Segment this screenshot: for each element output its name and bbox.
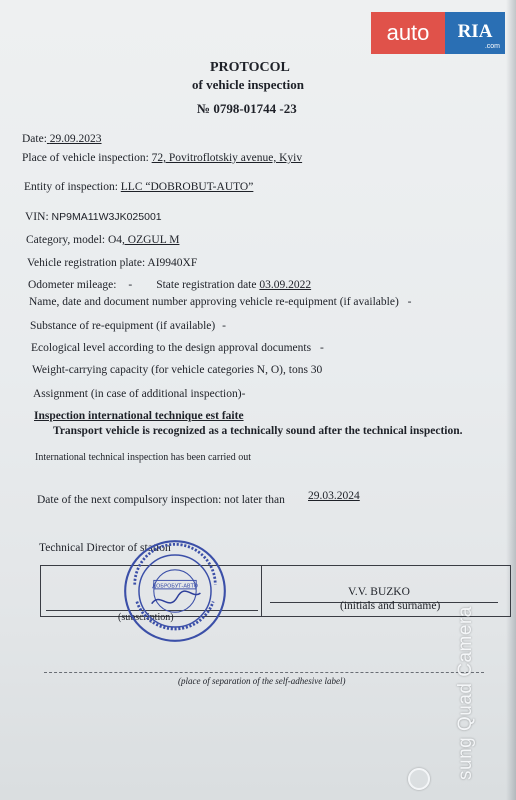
weight-label: Weight-carrying capacity (for vehicle categories N, O), tons <box>32 364 308 376</box>
place-value: 72, Povitroflotskiy avenue, Kyiv <box>151 152 303 164</box>
odometer-label: Odometer mileage: <box>28 279 117 291</box>
assignment-value: - <box>241 388 246 400</box>
next-inspection-value: 29.03.2024 <box>308 490 360 502</box>
model-value: , OZGUL M <box>122 234 180 246</box>
eco-row <box>31 342 324 354</box>
director-label: Technical Director of station <box>39 542 171 554</box>
logo-ria-text: RIA <box>457 21 493 42</box>
eco-label: Ecological level according to the design approval documents <box>31 342 312 354</box>
substance-label: Substance of re-equipment (if available) <box>30 320 216 332</box>
category-row <box>26 234 179 246</box>
next-inspection-label: Date of the next compulsory inspection: not later than <box>37 494 285 506</box>
place-label: Place of vehicle inspection: <box>22 152 149 164</box>
result-note: International technical inspection has been carried out <box>35 452 252 463</box>
autoria-logo[interactable] <box>371 12 505 54</box>
entity-label: Entity of inspection: <box>24 181 118 193</box>
vin-value: NP9MA11W3JK025001 <box>51 211 162 223</box>
vin-label: VIN: <box>25 211 49 223</box>
protocol-number: № 0798-01744 -23 <box>197 101 297 116</box>
odometer-row <box>28 279 311 291</box>
result-heading: Inspection international technique est faite <box>34 410 244 422</box>
document-title: PROTOCOL <box>210 60 290 75</box>
category-label: Category, model: <box>26 234 106 246</box>
separation-line <box>44 672 484 673</box>
stamp-center-text: ДОБРОБУТ-АВТО <box>152 583 198 590</box>
reequipment-row <box>29 296 412 308</box>
assignment-label: Assignment (in case of additional inspection) <box>33 388 242 400</box>
state-reg-value: 03.09.2022 <box>259 279 312 291</box>
category-value: O4 <box>107 234 123 246</box>
document-subtitle: of vehicle inspection <box>192 77 304 92</box>
logo-ria-box <box>445 12 505 54</box>
signature-table-divider <box>261 566 262 616</box>
place-row <box>22 152 302 164</box>
result-statement: Transport vehicle is recognized as a technically sound after the technical inspection. <box>53 425 463 437</box>
eco-value: - <box>319 342 324 354</box>
substance-row <box>30 320 226 332</box>
weight-row <box>32 364 322 376</box>
entity-row <box>24 181 253 193</box>
logo-com-text: .com <box>484 43 500 50</box>
plate-label: Vehicle registration plate: <box>27 257 146 269</box>
director-name: V.V. BUZKO <box>348 586 410 598</box>
odometer-value: - <box>128 279 133 291</box>
date-value: 29.09.2023 <box>49 133 102 145</box>
weight-value: 30 <box>310 364 323 376</box>
separation-caption: (place of separation of the self-adhesive label) <box>178 676 346 686</box>
official-stamp <box>122 538 228 644</box>
page-edge-shadow <box>506 0 516 800</box>
entity-value: LLC “DOBROBUT-AUTO” <box>120 181 254 193</box>
reequipment-label: Name, date and document number approving vehicle re-equipment (if available) <box>29 296 399 308</box>
plate-value: AI9940XF <box>147 257 198 269</box>
subscription-caption: (subscription) <box>118 612 174 623</box>
substance-value: - <box>222 320 226 332</box>
assignment-row <box>33 388 245 400</box>
logo-auto-text: auto <box>371 12 445 54</box>
vin-row <box>25 211 162 223</box>
reequipment-value: - <box>407 296 412 308</box>
camera-watermark: sung Quad Camera <box>455 606 476 780</box>
date-label: Date: <box>22 133 47 145</box>
camera-watermark-icon <box>408 768 430 790</box>
date-row <box>22 133 102 145</box>
plate-row <box>27 257 197 269</box>
state-reg-label: State registration date <box>156 279 257 291</box>
director-name-caption: (initials and surname) <box>340 600 441 612</box>
